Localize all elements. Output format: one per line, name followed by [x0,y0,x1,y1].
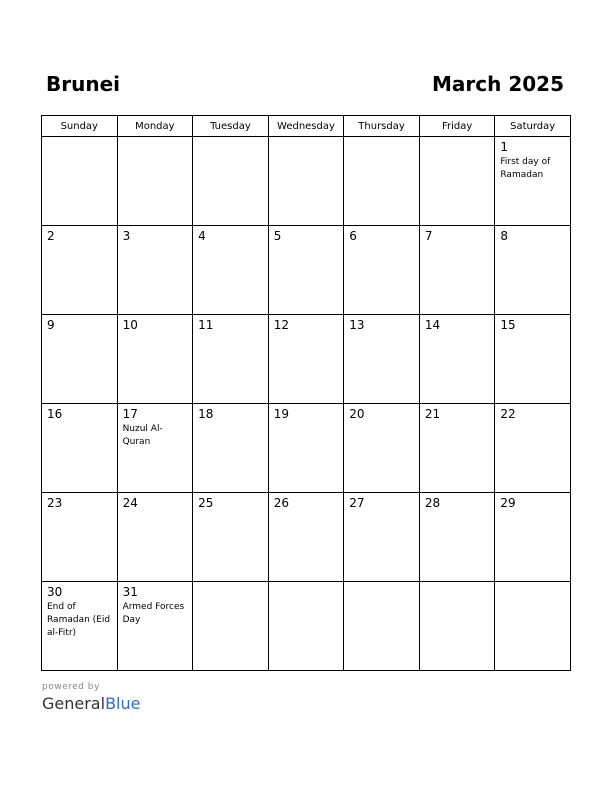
day-cell [419,315,495,404]
footer-branding [42,682,140,714]
day-cell [344,404,420,493]
day-cell [495,137,571,226]
day-cell [42,582,118,671]
day-cell [42,226,118,315]
day-cell-content [420,404,495,422]
day-cell [42,137,118,226]
holiday-label: Nuzul Al-Quran [122,424,163,447]
day-cell [495,315,571,404]
day-number: 6 [349,229,357,243]
holiday-label: End of Ramadan (Eid al-Fitr) [47,602,111,638]
day-number: 17 [122,407,138,421]
day-number: 7 [424,229,433,243]
week-row [42,404,571,493]
day-number: 4 [198,229,206,243]
day-cell-content [118,582,193,627]
brand-general: General [42,694,106,713]
day-cell-content [193,315,268,333]
day-cell-content [344,582,419,585]
day-cell-content [118,404,193,449]
day-cell [419,404,495,493]
day-number: 2 [47,229,55,243]
day-cell-content [193,404,268,422]
day-cell [344,137,420,226]
weekday-thursday: Thursday [344,116,420,137]
holiday-label: Armed Forces Day [122,602,185,625]
day-cell-content [495,137,570,182]
brand-logo[interactable] [42,694,140,714]
weekday-tuesday: Tuesday [193,116,269,137]
day-cell-content [420,582,495,585]
calendar-grid [41,115,571,671]
day-cell-content [344,315,419,333]
day-number: 11 [198,318,214,332]
day-cell [419,137,495,226]
day-number: 20 [349,407,365,421]
day-cell [495,493,571,582]
day-number: 26 [273,496,289,510]
day-number: 31 [122,585,138,599]
day-number: 14 [424,318,441,332]
day-cell-content [42,226,117,244]
day-number: 1 [500,140,509,154]
day-number: 18 [198,407,214,421]
week-row [42,137,571,226]
day-number: 13 [349,318,365,332]
day-cell-content [193,226,268,244]
holiday-label: First day of Ramadan [500,157,551,180]
day-number: 9 [47,318,55,332]
day-cell [495,404,571,493]
weekday-sunday: Sunday [42,116,118,137]
day-cell-content [193,137,268,140]
day-number: 24 [122,496,138,510]
day-cell [495,226,571,315]
day-cell [419,582,495,671]
day-cell-content [42,493,117,511]
day-cell-content [420,315,495,333]
day-cell [419,493,495,582]
day-number: 12 [273,318,289,332]
day-cell-content [495,582,570,585]
month-title: March 2025 [432,72,564,96]
day-number: 19 [273,407,289,421]
day-cell [495,582,571,671]
day-cell [344,582,420,671]
day-cell [117,315,193,404]
day-cell-content [42,582,117,640]
day-cell-content [420,137,495,140]
weekday-header-row [42,116,571,137]
week-row [42,582,571,671]
day-cell-content [344,226,419,244]
day-number: 5 [273,229,282,243]
day-cell-content [118,315,193,333]
day-cell-content [118,137,193,140]
day-cell [193,315,269,404]
day-cell-content [42,137,117,140]
day-cell-content [344,493,419,511]
day-number: 28 [424,496,441,510]
day-cell-content [193,582,268,585]
weekday-friday: Friday [419,116,495,137]
weekday-wednesday: Wednesday [268,116,344,137]
day-number: 27 [349,496,365,510]
day-number: 30 [47,585,63,599]
day-cell-content [495,404,570,422]
day-number: 3 [122,229,131,243]
day-cell [42,493,118,582]
powered-by-text: powered by [42,682,100,692]
day-cell [117,226,193,315]
day-cell [268,582,344,671]
day-number: 29 [500,496,516,510]
day-number: 21 [424,407,441,421]
day-cell-content [193,493,268,511]
day-cell [193,404,269,493]
day-cell-content [269,404,344,422]
weekday-monday: Monday [117,116,193,137]
day-cell-content [344,137,419,140]
day-number: 10 [122,318,138,332]
day-cell [344,315,420,404]
brand-blue: Blue [105,694,141,713]
day-number: 16 [47,407,63,421]
day-cell [268,226,344,315]
day-cell [193,582,269,671]
day-cell-content [269,582,344,585]
day-cell-content [269,137,344,140]
day-cell-content [269,315,344,333]
day-number: 25 [198,496,214,510]
day-number: 15 [500,318,516,332]
weekday-saturday: Saturday [495,116,571,137]
day-cell [117,404,193,493]
day-cell [193,493,269,582]
day-cell [42,404,118,493]
day-cell [268,404,344,493]
day-cell-content [420,493,495,511]
day-cell [419,226,495,315]
day-cell-content [269,493,344,511]
day-cell-content [118,226,193,244]
day-cell [42,315,118,404]
day-number: 8 [500,229,509,243]
day-cell [117,493,193,582]
week-row [42,226,571,315]
day-cell [268,315,344,404]
country-title: Brunei [46,72,121,96]
day-cell-content [269,226,344,244]
day-cell-content [495,226,570,244]
day-cell-content [344,404,419,422]
day-cell [268,137,344,226]
day-cell-content [495,493,570,511]
day-cell-content [495,315,570,333]
day-cell [117,137,193,226]
day-cell-content [420,226,495,244]
day-cell-content [42,404,117,422]
week-row [42,315,571,404]
day-cell-content [42,315,117,333]
day-cell [117,582,193,671]
day-cell [193,137,269,226]
day-cell-content [118,493,193,511]
day-cell [193,226,269,315]
week-row [42,493,571,582]
day-cell [344,226,420,315]
day-cell [344,493,420,582]
day-number: 22 [500,407,516,421]
day-number: 23 [47,496,63,510]
day-cell [268,493,344,582]
